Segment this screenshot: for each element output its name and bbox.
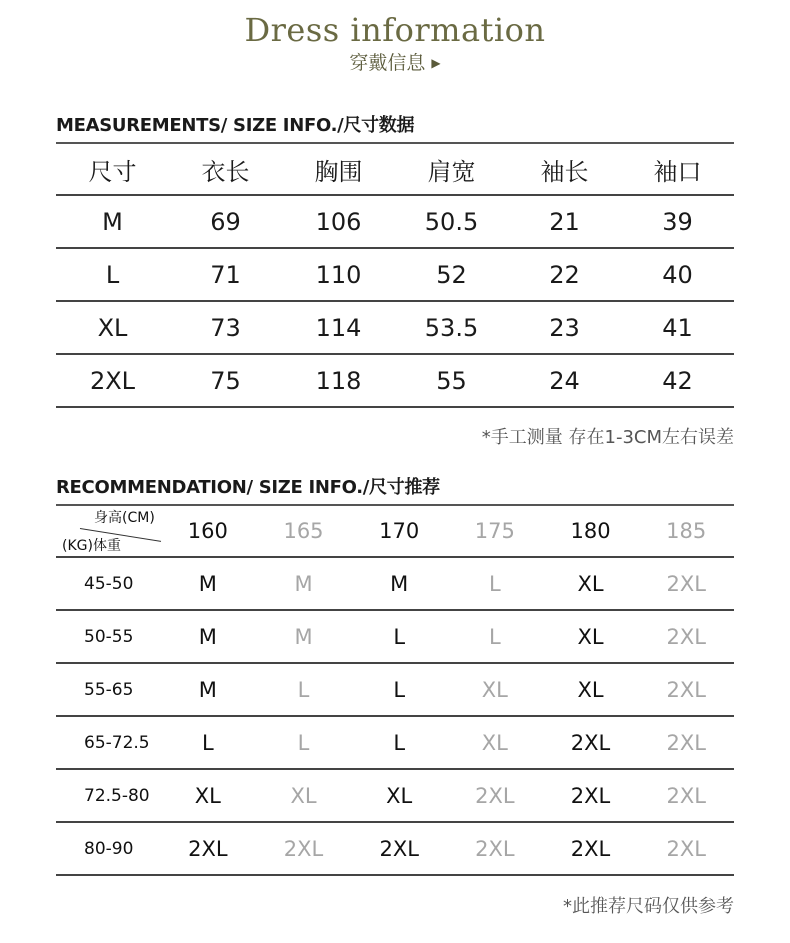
- size-cell: XL: [577, 624, 604, 649]
- size-cell: M: [294, 571, 313, 596]
- size-cell: XL: [386, 783, 413, 808]
- size-cell: XL: [290, 783, 317, 808]
- size-cell: M: [198, 571, 217, 596]
- size-cell: L: [393, 677, 406, 702]
- table-cell: 39: [662, 207, 693, 236]
- column-header: 衣长: [201, 157, 250, 186]
- subtitle-text: 穿戴信息: [349, 52, 426, 74]
- measurements-table: [56, 144, 734, 408]
- height-header: 165: [283, 519, 324, 543]
- table-row: [56, 355, 734, 408]
- weight-axis-label: (KG)体重: [62, 538, 121, 554]
- table-row: [56, 302, 734, 355]
- table-cell: 22: [549, 260, 580, 289]
- size-cell: L: [297, 730, 310, 755]
- size-cell: 2XL: [283, 836, 324, 861]
- height-header: 175: [474, 519, 515, 543]
- weight-label: 45-50: [84, 573, 134, 594]
- column-header: 肩宽: [427, 157, 476, 186]
- table-row: [56, 196, 734, 249]
- weight-label: 55-65: [84, 679, 134, 700]
- table-cell: 110: [315, 260, 362, 289]
- measurements-section-title: MEASUREMENTS/ SIZE INFO./尺寸数据: [56, 115, 415, 136]
- height-header: 180: [570, 519, 611, 543]
- size-cell: L: [393, 624, 406, 649]
- table-cell: M: [102, 207, 123, 236]
- size-cell: L: [489, 571, 501, 596]
- size-cell: 2XL: [570, 783, 611, 808]
- table-cell: 75: [210, 366, 241, 395]
- table-row: [56, 558, 734, 611]
- table-cell: XL: [97, 313, 128, 342]
- size-cell: XL: [194, 783, 221, 808]
- table-cell: 55: [436, 366, 467, 395]
- size-cell: XL: [481, 677, 508, 702]
- size-cell: 2XL: [666, 624, 706, 649]
- table-row: [56, 611, 734, 664]
- table-cell: 118: [315, 366, 362, 395]
- size-cell: M: [294, 624, 313, 649]
- height-header: 185: [666, 519, 707, 543]
- table-cell: 21: [549, 207, 580, 236]
- table-row: [56, 717, 734, 770]
- table-cell: 2XL: [89, 366, 136, 395]
- size-cell: XL: [577, 677, 604, 702]
- table-cell: 50.5: [424, 207, 479, 236]
- size-cell: 2XL: [666, 571, 706, 596]
- height-header: 170: [379, 519, 420, 543]
- size-cell: 2XL: [475, 836, 515, 861]
- size-cell: M: [198, 677, 217, 702]
- table-header-row: [56, 506, 734, 558]
- page-header: [0, 10, 790, 76]
- size-cell: L: [297, 677, 310, 702]
- table-row: [56, 664, 734, 717]
- table-cell: 23: [549, 313, 580, 342]
- table-header-row: [56, 144, 734, 196]
- size-cell: 2XL: [570, 730, 611, 755]
- measurement-note: *手工测量 存在1-3CM左右误差: [481, 427, 734, 448]
- size-cell: L: [489, 624, 501, 649]
- weight-label: 72.5-80: [84, 785, 150, 806]
- table-cell: 40: [662, 260, 693, 289]
- corner-header: [56, 505, 160, 557]
- size-cell: M: [390, 571, 409, 596]
- column-header: 袖口: [653, 157, 702, 186]
- weight-label: 50-55: [84, 626, 134, 647]
- table-cell: 53.5: [424, 313, 479, 342]
- play-triangle-icon: ▶: [431, 56, 441, 70]
- size-cell: L: [201, 730, 214, 755]
- table-cell: 69: [210, 207, 241, 236]
- size-cell: 2XL: [475, 783, 515, 808]
- size-cell: 2XL: [570, 836, 611, 861]
- table-cell: 71: [210, 260, 241, 289]
- recommendation-section-title: RECOMMENDATION/ SIZE INFO./尺寸推荐: [56, 477, 440, 498]
- size-cell: 2XL: [666, 730, 706, 755]
- column-header: 尺寸: [88, 157, 137, 186]
- size-cell: 2XL: [188, 836, 228, 861]
- size-cell: L: [393, 730, 406, 755]
- table-cell: 114: [315, 313, 362, 342]
- size-cell: 2XL: [666, 677, 706, 702]
- table-cell: 42: [662, 366, 693, 395]
- table-cell: 73: [210, 313, 241, 342]
- page-subtitle: [0, 50, 790, 76]
- weight-label: 65-72.5: [84, 732, 150, 753]
- table-row: [56, 249, 734, 302]
- size-cell: 2XL: [379, 836, 419, 861]
- table-cell: 52: [436, 260, 467, 289]
- weight-label: 80-90: [84, 838, 134, 859]
- height-axis-label: 身高(CM): [94, 510, 155, 526]
- column-header: 袖长: [540, 157, 589, 186]
- size-cell: M: [198, 624, 217, 649]
- column-header: 胸围: [314, 157, 363, 186]
- height-header: 160: [187, 519, 228, 543]
- recommendation-table: [56, 506, 734, 876]
- recommendation-note: *此推荐尺码仅供参考: [563, 896, 734, 917]
- table-row: [56, 823, 734, 876]
- table-row: [56, 770, 734, 823]
- size-cell: 2XL: [666, 836, 706, 861]
- table-cell: L: [105, 260, 120, 289]
- table-cell: 24: [549, 366, 580, 395]
- size-cell: XL: [481, 730, 508, 755]
- table-cell: 41: [662, 313, 693, 342]
- size-cell: 2XL: [666, 783, 706, 808]
- size-cell: XL: [577, 571, 604, 596]
- table-cell: 106: [315, 207, 362, 236]
- page-title: Dress information: [244, 11, 546, 49]
